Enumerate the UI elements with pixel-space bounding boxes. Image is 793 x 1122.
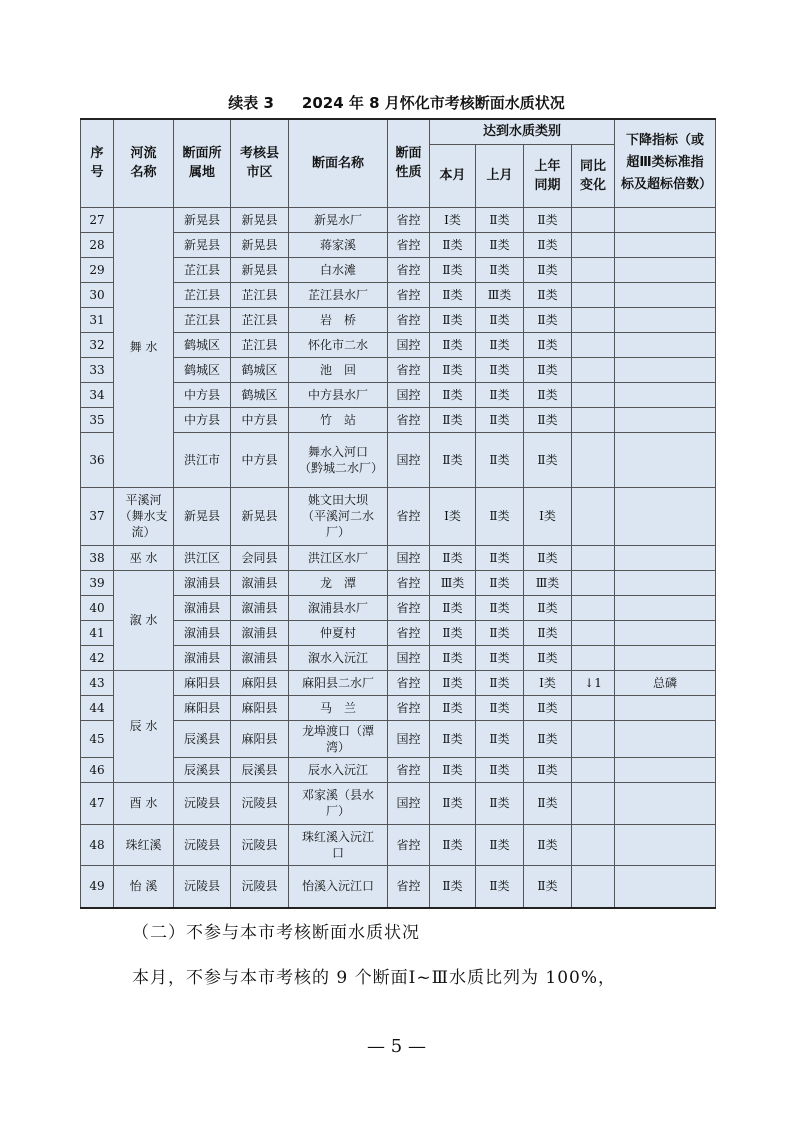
river-cell: 舞 水 — [114, 207, 174, 487]
last-month-cell: Ⅱ类 — [476, 382, 524, 407]
page-number: — 5 — — [367, 1036, 426, 1057]
location-cell: 溆浦县 — [174, 645, 231, 670]
table-row — [81, 545, 716, 570]
yoy-cell — [572, 332, 615, 357]
yoy-cell — [572, 645, 615, 670]
water-quality-table — [80, 118, 716, 909]
yoy-cell — [572, 257, 615, 282]
this-month-cell: Ⅱ类 — [430, 757, 476, 782]
location-cell: 麻阳县 — [174, 670, 231, 695]
county-cell: 中方县 — [231, 432, 289, 487]
last-month-cell: Ⅱ类 — [476, 645, 524, 670]
yoy-cell — [572, 307, 615, 332]
county-cell: 溆浦县 — [231, 595, 289, 620]
nature-cell: 省控 — [388, 487, 430, 545]
seq-cell: 33 — [81, 357, 114, 382]
table-row — [81, 695, 716, 720]
indicator-cell — [615, 824, 716, 865]
last-month-cell: Ⅱ类 — [476, 824, 524, 865]
last-year-cell: Ⅱ类 — [524, 432, 572, 487]
nature-cell: 省控 — [388, 357, 430, 382]
this-month-cell: Ⅱ类 — [430, 595, 476, 620]
indicator-cell — [615, 545, 716, 570]
county-cell: 芷江县 — [231, 332, 289, 357]
nature-cell: 国控 — [388, 382, 430, 407]
indicator-cell — [615, 782, 716, 824]
table-row — [81, 824, 716, 865]
header-seq: 序号 — [81, 119, 114, 207]
section-name-cell: 珠红溪入沅江口 — [289, 824, 388, 865]
nature-cell: 国控 — [388, 645, 430, 670]
seq-cell: 30 — [81, 282, 114, 307]
last-year-cell: Ⅱ类 — [524, 865, 572, 908]
this-month-cell: Ⅱ类 — [430, 670, 476, 695]
table-row — [81, 487, 716, 545]
nature-cell: 省控 — [388, 207, 430, 232]
last-year-cell: Ⅱ类 — [524, 595, 572, 620]
table-row — [81, 332, 716, 357]
section-name-cell: 怡溪入沅江口 — [289, 865, 388, 908]
this-month-cell: Ⅱ类 — [430, 695, 476, 720]
last-year-cell: Ⅱ类 — [524, 620, 572, 645]
last-month-cell: Ⅱ类 — [476, 232, 524, 257]
this-month-cell: Ⅱ类 — [430, 865, 476, 908]
nature-cell: 国控 — [388, 545, 430, 570]
location-cell: 沅陵县 — [174, 782, 231, 824]
table-title-text: 2024 年 8 月怀化市考核断面水质状况 — [301, 94, 565, 112]
yoy-cell — [572, 824, 615, 865]
seq-cell: 43 — [81, 670, 114, 695]
this-month-cell: Ⅰ类 — [430, 207, 476, 232]
nature-cell: 省控 — [388, 670, 430, 695]
location-cell: 麻阳县 — [174, 695, 231, 720]
nature-cell: 省控 — [388, 570, 430, 595]
last-month-cell: Ⅱ类 — [476, 357, 524, 382]
table-row — [81, 407, 716, 432]
indicator-cell — [615, 282, 716, 307]
nature-cell: 国控 — [388, 432, 430, 487]
river-cell: 珠红溪 — [114, 824, 174, 865]
seq-cell: 29 — [81, 257, 114, 282]
location-cell: 中方县 — [174, 382, 231, 407]
indicator-cell — [615, 407, 716, 432]
river-cell: 怡 溪 — [114, 865, 174, 908]
this-month-cell: Ⅱ类 — [430, 357, 476, 382]
table-row — [81, 620, 716, 645]
this-month-cell: Ⅲ类 — [430, 570, 476, 595]
section-name-cell: 马 兰 — [289, 695, 388, 720]
location-cell: 溆浦县 — [174, 570, 231, 595]
yoy-cell — [572, 570, 615, 595]
last-month-cell: Ⅱ类 — [476, 865, 524, 908]
location-cell: 洪江市 — [174, 432, 231, 487]
county-cell: 新晃县 — [231, 487, 289, 545]
county-cell: 辰溪县 — [231, 757, 289, 782]
table-row — [81, 782, 716, 824]
this-month-cell: Ⅱ类 — [430, 620, 476, 645]
last-year-cell: Ⅱ类 — [524, 357, 572, 382]
last-year-cell: Ⅱ类 — [524, 407, 572, 432]
last-year-cell: Ⅱ类 — [524, 645, 572, 670]
section-name-cell: 芷江县水厂 — [289, 282, 388, 307]
seq-cell: 36 — [81, 432, 114, 487]
table-row — [81, 232, 716, 257]
county-cell: 沅陵县 — [231, 782, 289, 824]
last-year-cell: Ⅱ类 — [524, 232, 572, 257]
this-month-cell: Ⅱ类 — [430, 382, 476, 407]
yoy-cell — [572, 232, 615, 257]
this-month-cell: Ⅱ类 — [430, 407, 476, 432]
nature-cell: 省控 — [388, 307, 430, 332]
seq-cell: 42 — [81, 645, 114, 670]
indicator-cell — [615, 757, 716, 782]
last-month-cell: Ⅲ类 — [476, 282, 524, 307]
seq-cell: 44 — [81, 695, 114, 720]
indicator-cell — [615, 695, 716, 720]
header-indicator: 下降指标（或超Ⅲ类标准指标及超标倍数） — [615, 119, 716, 207]
header-location: 断面所属地 — [174, 119, 231, 207]
seq-cell: 39 — [81, 570, 114, 595]
seq-cell: 34 — [81, 382, 114, 407]
last-month-cell: Ⅱ类 — [476, 620, 524, 645]
indicator-cell — [615, 865, 716, 908]
last-month-cell: Ⅱ类 — [476, 407, 524, 432]
last-month-cell: Ⅱ类 — [476, 757, 524, 782]
seq-cell: 45 — [81, 720, 114, 757]
nature-cell: 省控 — [388, 865, 430, 908]
yoy-cell — [572, 620, 615, 645]
last-month-cell: Ⅱ类 — [476, 432, 524, 487]
section-name-cell: 姚文田大坝（平溪河二水厂） — [289, 487, 388, 545]
county-cell: 溆浦县 — [231, 620, 289, 645]
section-name-cell: 舞水入河口（黔城二水厂） — [289, 432, 388, 487]
county-cell: 麻阳县 — [231, 670, 289, 695]
county-cell: 麻阳县 — [231, 720, 289, 757]
section-name-cell: 仲夏村 — [289, 620, 388, 645]
header-yoy: 同比变化 — [572, 144, 615, 207]
section-name-cell: 池 回 — [289, 357, 388, 382]
yoy-cell — [572, 357, 615, 382]
seq-cell: 28 — [81, 232, 114, 257]
seq-cell: 48 — [81, 824, 114, 865]
last-year-cell: Ⅱ类 — [524, 332, 572, 357]
indicator-cell — [615, 232, 716, 257]
location-cell: 溆浦县 — [174, 620, 231, 645]
nature-cell: 省控 — [388, 757, 430, 782]
location-cell: 鹤城区 — [174, 332, 231, 357]
location-cell: 新晃县 — [174, 232, 231, 257]
last-year-cell: Ⅱ类 — [524, 282, 572, 307]
section-name-cell: 新晃水厂 — [289, 207, 388, 232]
last-year-cell: Ⅱ类 — [524, 207, 572, 232]
table-row — [81, 570, 716, 595]
last-year-cell: Ⅱ类 — [524, 257, 572, 282]
nature-cell: 省控 — [388, 620, 430, 645]
this-month-cell: Ⅱ类 — [430, 782, 476, 824]
indicator-cell — [615, 432, 716, 487]
county-cell: 中方县 — [231, 407, 289, 432]
county-cell: 新晃县 — [231, 232, 289, 257]
last-month-cell: Ⅱ类 — [476, 570, 524, 595]
indicator-cell — [615, 382, 716, 407]
indicator-cell — [615, 720, 716, 757]
nature-cell: 省控 — [388, 695, 430, 720]
county-cell: 鹤城区 — [231, 357, 289, 382]
table-row — [81, 282, 716, 307]
last-year-cell: Ⅱ类 — [524, 720, 572, 757]
table-body — [81, 207, 716, 908]
yoy-cell — [572, 595, 615, 620]
yoy-cell — [572, 282, 615, 307]
location-cell: 新晃县 — [174, 207, 231, 232]
yoy-cell — [572, 382, 615, 407]
river-cell: 辰 水 — [114, 670, 174, 782]
this-month-cell: Ⅱ类 — [430, 824, 476, 865]
indicator-cell: 总磷 — [615, 670, 716, 695]
river-cell: 溆 水 — [114, 570, 174, 670]
county-cell: 鹤城区 — [231, 382, 289, 407]
last-year-cell: Ⅱ类 — [524, 695, 572, 720]
last-year-cell: Ⅰ类 — [524, 670, 572, 695]
this-month-cell: Ⅱ类 — [430, 232, 476, 257]
last-month-cell: Ⅱ类 — [476, 695, 524, 720]
section-name-cell: 龙埠渡口（潭湾） — [289, 720, 388, 757]
section-heading: （二）不参与本市考核断面水质状况 — [132, 923, 420, 943]
county-cell: 溆浦县 — [231, 645, 289, 670]
last-year-cell: Ⅰ类 — [524, 487, 572, 545]
this-month-cell: Ⅱ类 — [430, 282, 476, 307]
seq-cell: 35 — [81, 407, 114, 432]
table-row — [81, 382, 716, 407]
last-month-cell: Ⅱ类 — [476, 207, 524, 232]
section-name-cell: 溆水入沅江 — [289, 645, 388, 670]
this-month-cell: Ⅱ类 — [430, 307, 476, 332]
nature-cell: 省控 — [388, 232, 430, 257]
table-row — [81, 357, 716, 382]
seq-cell: 40 — [81, 595, 114, 620]
table-title — [0, 92, 793, 113]
indicator-cell — [615, 332, 716, 357]
yoy-cell — [572, 407, 615, 432]
body-paragraph: 本月，不参与本市考核的 9 个断面Ⅰ~Ⅲ水质比列为 100%， — [132, 968, 616, 988]
location-cell: 新晃县 — [174, 487, 231, 545]
last-year-cell: Ⅱ类 — [524, 782, 572, 824]
last-month-cell: Ⅱ类 — [476, 720, 524, 757]
nature-cell: 省控 — [388, 407, 430, 432]
river-cell: 酉 水 — [114, 782, 174, 824]
nature-cell: 省控 — [388, 824, 430, 865]
last-month-cell: Ⅱ类 — [476, 257, 524, 282]
last-year-cell: Ⅱ类 — [524, 307, 572, 332]
county-cell: 溆浦县 — [231, 570, 289, 595]
county-cell: 新晃县 — [231, 207, 289, 232]
section-name-cell: 蒋家溪 — [289, 232, 388, 257]
table-row — [81, 432, 716, 487]
last-month-cell: Ⅱ类 — [476, 332, 524, 357]
last-year-cell: Ⅱ类 — [524, 382, 572, 407]
river-cell: 平溪河（舞水支流） — [114, 487, 174, 545]
header-river: 河流名称 — [114, 119, 174, 207]
table-row — [81, 595, 716, 620]
last-month-cell: Ⅱ类 — [476, 487, 524, 545]
nature-cell: 省控 — [388, 595, 430, 620]
yoy-cell — [572, 432, 615, 487]
county-cell: 新晃县 — [231, 257, 289, 282]
last-month-cell: Ⅱ类 — [476, 670, 524, 695]
header-last-year: 上年同期 — [524, 144, 572, 207]
section-name-cell: 竹 站 — [289, 407, 388, 432]
this-month-cell: Ⅱ类 — [430, 645, 476, 670]
location-cell: 鹤城区 — [174, 357, 231, 382]
nature-cell: 国控 — [388, 720, 430, 757]
table-row — [81, 645, 716, 670]
river-cell: 巫 水 — [114, 545, 174, 570]
indicator-cell — [615, 487, 716, 545]
last-year-cell: Ⅱ类 — [524, 824, 572, 865]
this-month-cell: Ⅱ类 — [430, 257, 476, 282]
location-cell: 溆浦县 — [174, 595, 231, 620]
yoy-cell — [572, 720, 615, 757]
this-month-cell: Ⅱ类 — [430, 720, 476, 757]
last-year-cell: Ⅲ类 — [524, 570, 572, 595]
table-row — [81, 670, 716, 695]
header-last-month: 上月 — [476, 144, 524, 207]
indicator-cell — [615, 620, 716, 645]
header-nature: 断面性质 — [388, 119, 430, 207]
yoy-cell: ↓1 — [572, 670, 615, 695]
section-name-cell: 洪江区水厂 — [289, 545, 388, 570]
header-this-month: 本月 — [430, 144, 476, 207]
section-name-cell: 岩 桥 — [289, 307, 388, 332]
seq-cell: 46 — [81, 757, 114, 782]
yoy-cell — [572, 782, 615, 824]
table-row — [81, 257, 716, 282]
seq-cell: 27 — [81, 207, 114, 232]
indicator-cell — [615, 307, 716, 332]
location-cell: 沅陵县 — [174, 824, 231, 865]
indicator-cell — [615, 595, 716, 620]
yoy-cell — [572, 695, 615, 720]
indicator-cell — [615, 207, 716, 232]
section-name-cell: 麻阳县二水厂 — [289, 670, 388, 695]
county-cell: 会同县 — [231, 545, 289, 570]
indicator-cell — [615, 645, 716, 670]
yoy-cell — [572, 545, 615, 570]
table-row — [81, 207, 716, 232]
section-name-cell: 邓家溪（县水厂） — [289, 782, 388, 824]
seq-cell: 41 — [81, 620, 114, 645]
seq-cell: 47 — [81, 782, 114, 824]
location-cell: 辰溪县 — [174, 720, 231, 757]
location-cell: 芷江县 — [174, 307, 231, 332]
yoy-cell — [572, 207, 615, 232]
section-name-cell: 白水滩 — [289, 257, 388, 282]
table-row — [81, 720, 716, 757]
section-name-cell: 溆浦县水厂 — [289, 595, 388, 620]
header-category-group: 达到水质类别 — [430, 119, 615, 144]
location-cell: 辰溪县 — [174, 757, 231, 782]
yoy-cell — [572, 865, 615, 908]
section-name-cell: 辰水入沅江 — [289, 757, 388, 782]
yoy-cell — [572, 757, 615, 782]
indicator-cell — [615, 257, 716, 282]
seq-cell: 49 — [81, 865, 114, 908]
this-month-cell: Ⅱ类 — [430, 432, 476, 487]
table-row — [81, 307, 716, 332]
nature-cell: 省控 — [388, 282, 430, 307]
this-month-cell: Ⅱ类 — [430, 545, 476, 570]
location-cell: 洪江区 — [174, 545, 231, 570]
seq-cell: 38 — [81, 545, 114, 570]
nature-cell: 国控 — [388, 332, 430, 357]
table-row — [81, 757, 716, 782]
yoy-cell — [572, 487, 615, 545]
section-name-cell: 中方县水厂 — [289, 382, 388, 407]
header-section-name: 断面名称 — [289, 119, 388, 207]
last-year-cell: Ⅱ类 — [524, 757, 572, 782]
section-name-cell: 龙 潭 — [289, 570, 388, 595]
county-cell: 芷江县 — [231, 282, 289, 307]
last-month-cell: Ⅱ类 — [476, 782, 524, 824]
county-cell: 沅陵县 — [231, 865, 289, 908]
location-cell: 沅陵县 — [174, 865, 231, 908]
this-month-cell: Ⅱ类 — [430, 332, 476, 357]
section-name-cell: 怀化市二水 — [289, 332, 388, 357]
county-cell: 沅陵县 — [231, 824, 289, 865]
seq-cell: 31 — [81, 307, 114, 332]
indicator-cell — [615, 570, 716, 595]
nature-cell: 国控 — [388, 782, 430, 824]
indicator-cell — [615, 357, 716, 382]
last-month-cell: Ⅱ类 — [476, 545, 524, 570]
county-cell: 麻阳县 — [231, 695, 289, 720]
table-row — [81, 865, 716, 908]
location-cell: 芷江县 — [174, 257, 231, 282]
last-year-cell: Ⅱ类 — [524, 545, 572, 570]
last-month-cell: Ⅱ类 — [476, 595, 524, 620]
seq-cell: 37 — [81, 487, 114, 545]
last-month-cell: Ⅱ类 — [476, 307, 524, 332]
location-cell: 中方县 — [174, 407, 231, 432]
this-month-cell: Ⅰ类 — [430, 487, 476, 545]
nature-cell: 省控 — [388, 257, 430, 282]
table-title-label: 续表 3 — [228, 94, 274, 112]
header-county: 考核县市区 — [231, 119, 289, 207]
county-cell: 芷江县 — [231, 307, 289, 332]
seq-cell: 32 — [81, 332, 114, 357]
location-cell: 芷江县 — [174, 282, 231, 307]
